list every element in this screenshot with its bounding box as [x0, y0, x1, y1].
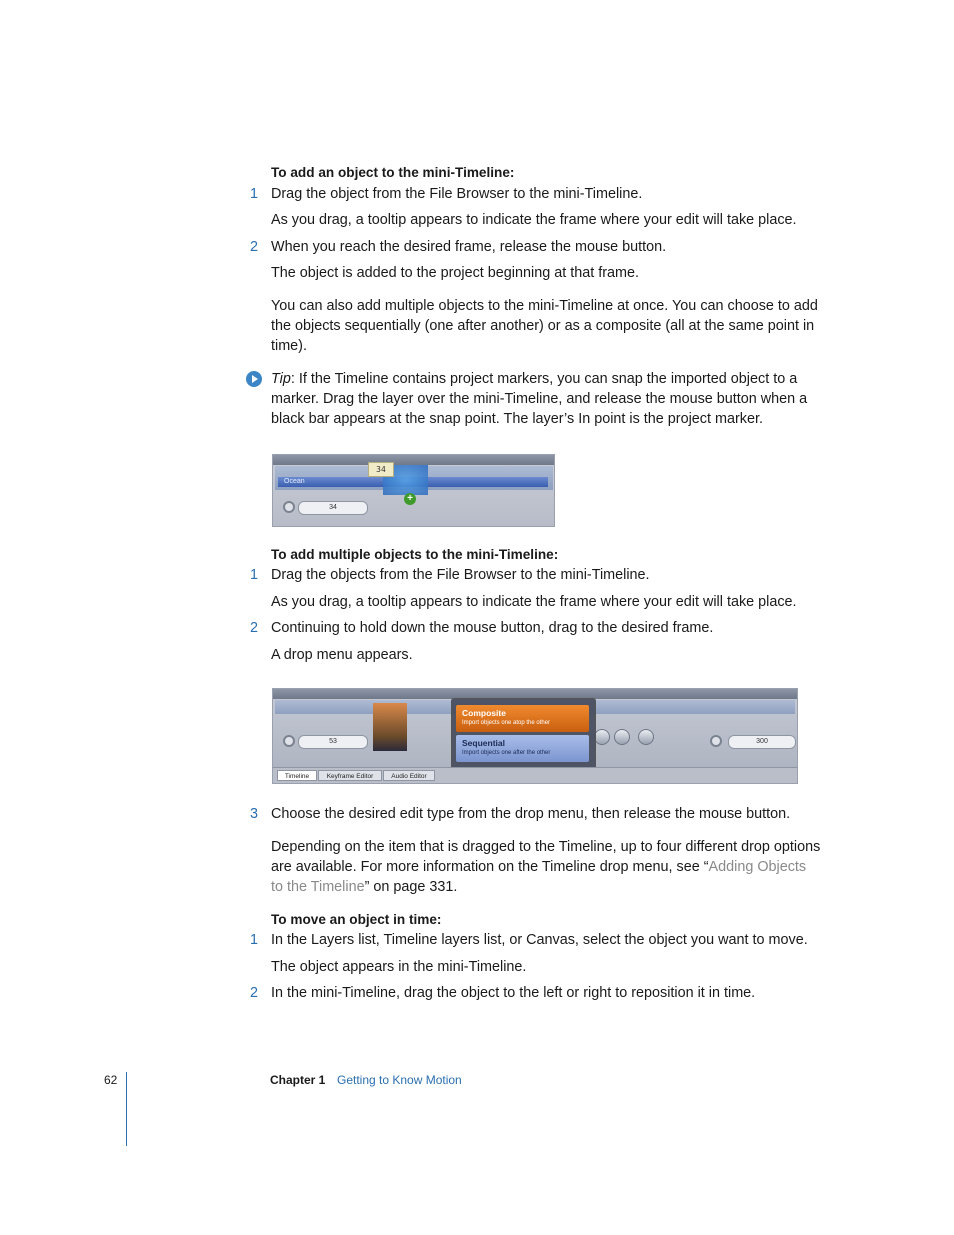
drop-menu: [451, 698, 596, 777]
tip-text: : If the Timeline contains project markers, you can snap the imported object to a marker. Drag the layer over the mini-Timeline, and release the mouse button when a black bar appears at the snap point. The layer’s In point is the project marker.: [271, 371, 808, 428]
step-text: Continuing to hold down the mouse button, drag to the desired frame.: [271, 620, 714, 636]
step-note: The object is added to the project beginning at that frame.: [271, 265, 639, 281]
step-text: In the mini-Timeline, drag the object to the left or right to reposition it in time.: [271, 985, 756, 1001]
object-thumbnail: [373, 703, 407, 751]
body-paragraph: You can also add multiple objects to the mini-Timeline at once. You can choose to add the objects sequentially (one after another) or as a composite (all at the same point in time).: [271, 298, 818, 355]
tab-keyframe-editor: Keyframe Editor: [318, 770, 382, 781]
step-text: When you reach the desired frame, release the mouse button.: [271, 239, 667, 255]
audio-button-icon: [638, 729, 654, 745]
step-text: In the Layers list, Timeline layers list, or Canvas, select the object you want to move.: [271, 932, 808, 948]
step-text: Drag the object from the File Browser to the mini-Timeline.: [271, 186, 643, 202]
option-title: Sequential: [462, 738, 505, 748]
section-heading-add-multiple: To add multiple objects to the mini-Timeline:: [271, 547, 559, 562]
rewind-button-icon: [594, 729, 610, 745]
end-frame-field: 300: [728, 735, 796, 749]
para-text: ” on page 331.: [364, 879, 458, 896]
layer-bar: Ocean: [278, 477, 548, 487]
step-note: A drop menu appears.: [271, 647, 413, 663]
step-note: As you drag, a tooltip appears to indicate the frame where your edit will take place.: [271, 212, 797, 228]
step-text: Choose the desired edit type from the drop menu, then release the mouse button.: [271, 806, 791, 822]
step-number: 1: [250, 567, 259, 583]
playhead-ring-icon: [283, 735, 295, 747]
drop-menu-screenshot: [272, 688, 798, 784]
end-ring-icon: [710, 735, 722, 747]
play-button-icon: [614, 729, 630, 745]
cross-reference-link[interactable]: Adding Objects to the Timeline: [271, 859, 807, 896]
step-note: The object appears in the mini-Timeline.: [271, 959, 527, 975]
playhead-ring-icon: [283, 501, 295, 513]
start-frame-field: 53: [298, 735, 368, 749]
step-note: As you drag, a tooltip appears to indicate the frame where your edit will take place.: [271, 594, 797, 610]
tab-audio-editor: Audio Editor: [383, 770, 435, 781]
frame-field: 34: [298, 501, 368, 515]
tip-paragraph: [271, 369, 821, 430]
option-subtitle: Import objects one atop the other: [462, 720, 551, 726]
timeline-header: [273, 455, 554, 465]
tip-label: Tip: [271, 371, 291, 387]
step-text: Drag the objects from the File Browser to the mini-Timeline.: [271, 567, 650, 583]
chapter-title: Getting to Know Motion: [337, 1073, 462, 1087]
step-number: 2: [250, 985, 259, 1001]
section-heading-add-object: To add an object to the mini-Timeline:: [271, 165, 515, 180]
step-number: 2: [250, 239, 259, 255]
mini-timeline-screenshot: [272, 454, 555, 527]
step-number: 2: [250, 620, 259, 636]
footer-divider: [126, 1072, 127, 1146]
tab-timeline: Timeline: [277, 770, 317, 781]
section-heading-move-object: To move an object in time:: [271, 912, 442, 927]
frame-tooltip: 34: [368, 462, 394, 477]
add-plus-icon: +: [404, 493, 416, 505]
page-number: 62: [104, 1073, 118, 1087]
sequential-option: [456, 735, 589, 762]
para-text: Depending on the item that is dragged to the Timeline, up to four different drop options are available. For more information on the Timeline drop menu, see “: [271, 839, 821, 876]
chapter-label: Chapter 1: [270, 1073, 326, 1087]
body-paragraph: [271, 837, 821, 898]
step-number: 1: [250, 932, 259, 948]
tip-arrow-icon: [246, 371, 262, 387]
option-title: Composite: [462, 708, 506, 718]
timeline-tab-bar: [273, 767, 797, 784]
step-number: 1: [250, 186, 259, 202]
composite-option: [456, 705, 589, 732]
option-subtitle: Import objects one after the other: [462, 750, 551, 756]
step-number: 3: [250, 806, 259, 822]
